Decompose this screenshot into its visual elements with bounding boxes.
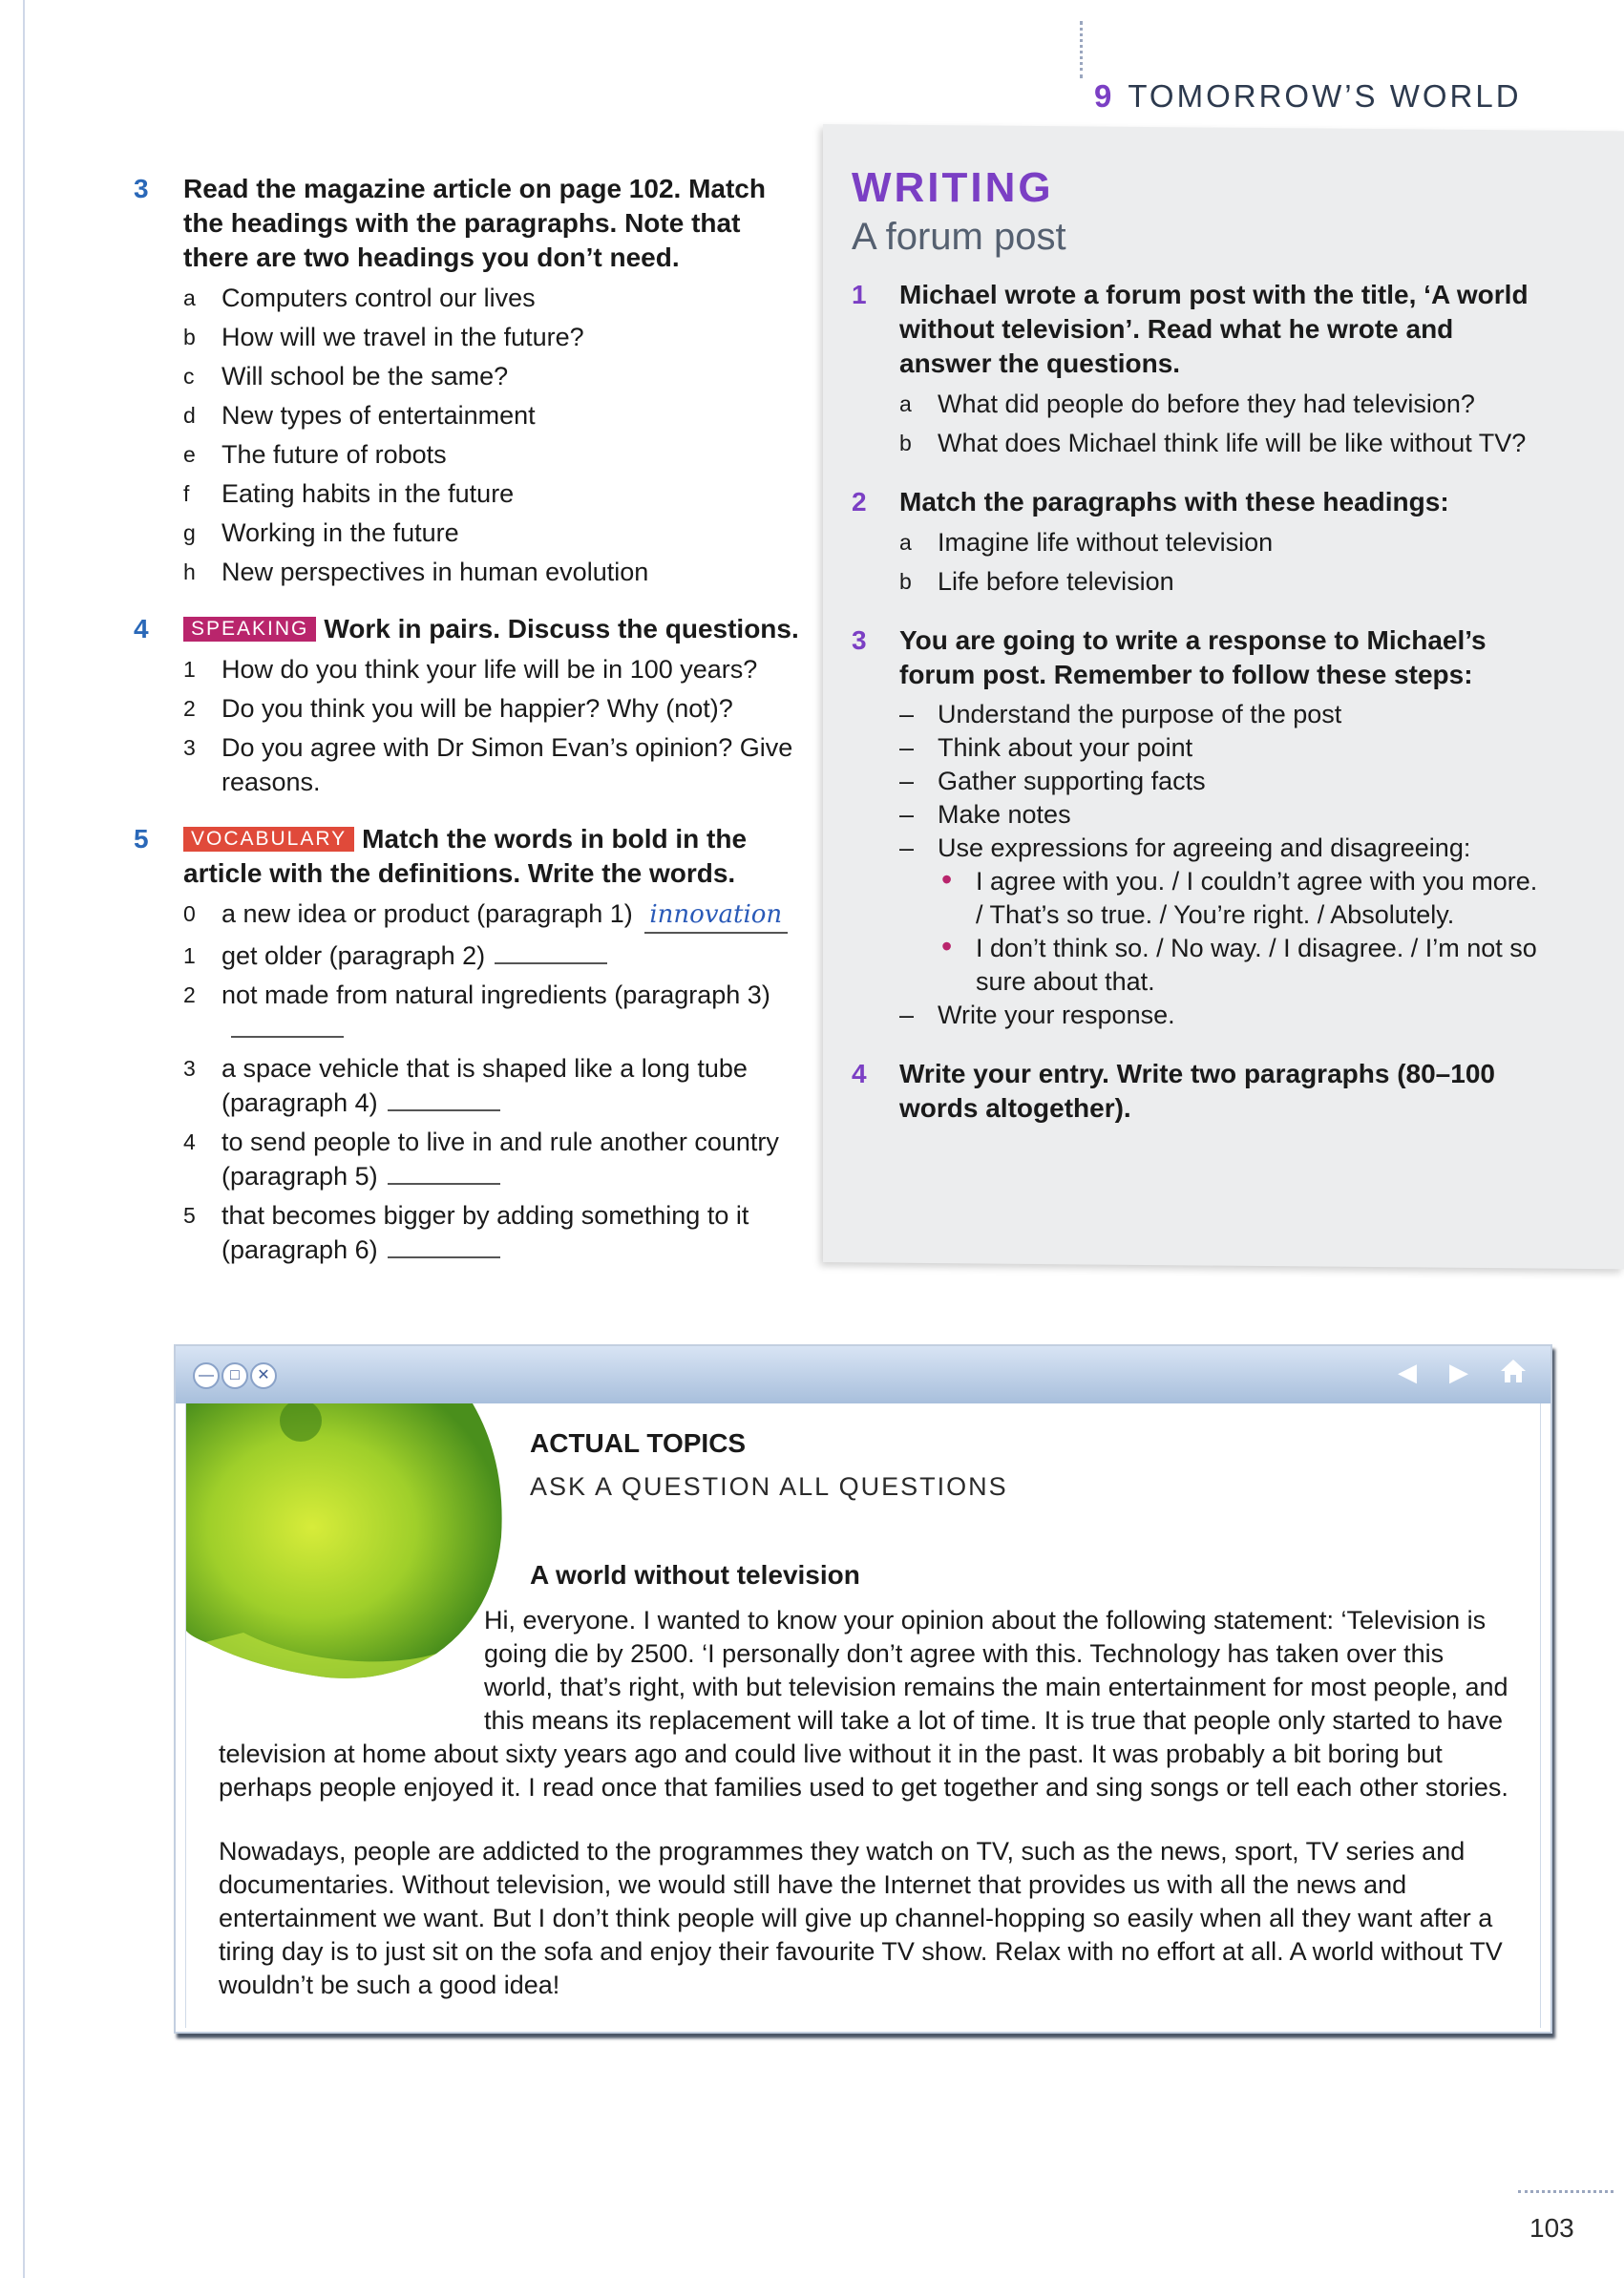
unit-header	[1094, 78, 1522, 115]
arrow-left-icon[interactable]: ◀	[1398, 1358, 1417, 1386]
writing-exercise-1	[852, 278, 1539, 460]
unit-title: TOMORROW’S WORLD	[1128, 78, 1522, 114]
list-item: – Use expressions for agreeing and disagreeing: • I agree with you. / I couldn’t agree with you more. / That’s so true. / You’re right. / Absolutely. • I don’t think so. / No way. / I disagree. / I’m not so sure about that.	[899, 832, 1539, 999]
steps-list	[899, 698, 1539, 1032]
list-item: b Life before television	[899, 567, 1174, 596]
list-item: e The future of robots	[183, 440, 447, 469]
list-item: – Write your response.	[899, 999, 1539, 1032]
list-item: b How will we travel in the future?	[183, 323, 584, 351]
writing-subtitle: A forum post	[852, 216, 1066, 258]
exercise-5	[134, 822, 802, 1267]
post-title: A world without television	[530, 1560, 860, 1590]
example-answer: innovation	[644, 897, 788, 934]
exercise-instruction: Write your entry. Write two paragraphs (80–100 words altogether).	[899, 1059, 1495, 1123]
list-item: f Eating habits in the future	[183, 479, 515, 508]
speaking-tag: SPEAKING	[183, 617, 316, 642]
answer-blank[interactable]	[231, 1015, 344, 1038]
unit-number: 9	[1094, 78, 1115, 114]
list-item: 2 not made from natural ingredients (paragraph 3)	[183, 978, 802, 1046]
arrow-right-icon[interactable]: ▶	[1449, 1358, 1468, 1386]
forum-nav-links[interactable]: ASK A QUESTION ALL QUESTIONS	[530, 1472, 1008, 1501]
answer-blank[interactable]	[495, 941, 607, 964]
exercise-number: 1	[852, 280, 867, 309]
list-item: – Understand the purpose of the post	[899, 698, 1539, 731]
list-item: 5 that becomes bigger by adding something to it (paragraph 6)	[183, 1201, 749, 1264]
exercise-number: 2	[852, 487, 867, 517]
forum-heading: ACTUAL TOPICS	[530, 1428, 747, 1458]
expressions-list	[938, 865, 1539, 999]
left-margin-rule	[23, 0, 25, 2278]
answer-blank[interactable]	[388, 1235, 500, 1258]
exercise-number: 3	[852, 625, 867, 655]
header-dotted-divider	[1080, 21, 1083, 78]
list-item: d New types of entertainment	[183, 401, 536, 430]
list-item: 1 get older (paragraph 2)	[183, 939, 802, 973]
list-item: a Computers control our lives	[183, 284, 536, 312]
exercise-number: 4	[852, 1059, 867, 1088]
list-item: • I agree with you. / I couldn’t agree with you more. / That’s so true. / You’re right. / Absolutely.	[938, 865, 1539, 932]
writing-exercise-2	[852, 485, 1539, 599]
list-item: 3 a space vehicle that is shaped like a long tube (paragraph 4)	[183, 1054, 748, 1117]
list-item: g Working in the future	[183, 518, 459, 547]
forum-window	[174, 1344, 1552, 2034]
writing-title: WRITING	[852, 164, 1054, 211]
window-titlebar	[176, 1346, 1550, 1403]
list-item: 3 Do you agree with Dr Simon Evan’s opinion? Give reasons.	[183, 733, 793, 796]
list-item: h New perspectives in human evolution	[183, 558, 649, 586]
post-paragraph-1-end: television at home about sixty years ago and could live without it in the past. It was probably a bit boring but perhaps people enjoyed it. I read once that families used to get together and sing songs or tell each other stories.	[219, 1740, 1508, 1802]
exercise-instruction: Match the paragraphs with these headings:	[899, 487, 1449, 517]
writing-exercise-4	[852, 1057, 1539, 1126]
post-paragraph-1-start: Hi, everyone. I wanted to know your opinion about the following statement: ‘Television is going die by 2500. ‘I personally don’t agree with this. Technology has taken over this world, that’s right, with but television remains the main entertainment for most people, and this means its replacement will take a lot of time. It is true that people only started to have	[484, 1606, 1508, 1735]
list-item: – Make notes	[899, 798, 1539, 832]
close-icon[interactable]: ✕	[250, 1362, 277, 1389]
heading-list	[899, 525, 1539, 599]
list-item: – Gather supporting facts	[899, 765, 1539, 798]
list-item: 0 a new idea or product (paragraph 1) innovation	[183, 896, 802, 934]
page-number: 103	[1529, 2213, 1574, 2243]
question-list	[183, 652, 802, 799]
post-paragraph-2: Nowadays, people are addicted to the programmes they watch on TV, such as the news, sport, TV series and documentaries. Without television, we would still have the Internet that provides us with all the news and entertainment we want. But I don’t think people will give up channel-hopping so easily when all they want after a tiring day is to just sit on the sofa and enjoy their favourite TV show. Relax with no effort at all. A world without TV wouldn’t be such a good idea!	[219, 1837, 1503, 1999]
left-column	[134, 172, 802, 1290]
definition-list	[183, 896, 802, 1267]
writing-section	[852, 164, 1539, 1150]
exercise-instruction: VOCABULARY Match the words in bold in the article with the definitions. Write the words.	[183, 824, 748, 888]
exercise-4	[134, 612, 802, 799]
list-item: • I don’t think so. / No way. / I disagree. / I’m not so sure about that.	[938, 932, 1539, 999]
exercise-number: 3	[134, 174, 149, 203]
exercise-instruction: Read the magazine article on page 102. Match the headings with the paragraphs. Note that there are two headings you don’t need.	[183, 174, 766, 272]
list-item: b What does Michael think life will be like without TV?	[899, 429, 1527, 457]
list-item: 4 to send people to live in and rule another country (paragraph 5)	[183, 1128, 779, 1191]
maximize-icon[interactable]: □	[221, 1362, 248, 1389]
list-item: a Imagine life without television	[899, 528, 1274, 557]
list-item: a What did people do before they had television?	[899, 390, 1475, 418]
exercise-number: 5	[134, 824, 149, 854]
list-item: c Will school be the same?	[183, 362, 509, 390]
writing-exercise-3	[852, 623, 1539, 1032]
exercise-instruction: SPEAKING Work in pairs. Discuss the questions.	[183, 612, 802, 646]
list-item: 2 Do you think you will be happier? Why (not)?	[183, 694, 733, 723]
answer-blank[interactable]	[388, 1162, 500, 1185]
minimize-icon[interactable]: —	[193, 1362, 220, 1389]
forum-content	[185, 1403, 1541, 2028]
footer-dotted-divider	[1518, 2190, 1613, 2193]
exercise-number: 4	[134, 614, 149, 643]
answer-blank[interactable]	[388, 1088, 500, 1111]
green-watercolour-illustration	[186, 1403, 511, 1680]
exercise-instruction: You are going to write a response to Michael’s forum post. Remember to follow these steps:	[899, 625, 1487, 689]
home-icon[interactable]	[1499, 1358, 1528, 1391]
list-item: 1 How do you think your life will be in 100 years?	[183, 655, 758, 684]
question-list	[899, 387, 1539, 460]
exercise-3	[134, 172, 802, 589]
vocabulary-tag: VOCABULARY	[183, 827, 354, 852]
list-item: – Think about your point	[899, 731, 1539, 765]
heading-list	[183, 281, 802, 589]
exercise-instruction: Michael wrote a forum post with the title, ‘A world without television’. Read what he wrote and answer the questions.	[899, 280, 1529, 378]
